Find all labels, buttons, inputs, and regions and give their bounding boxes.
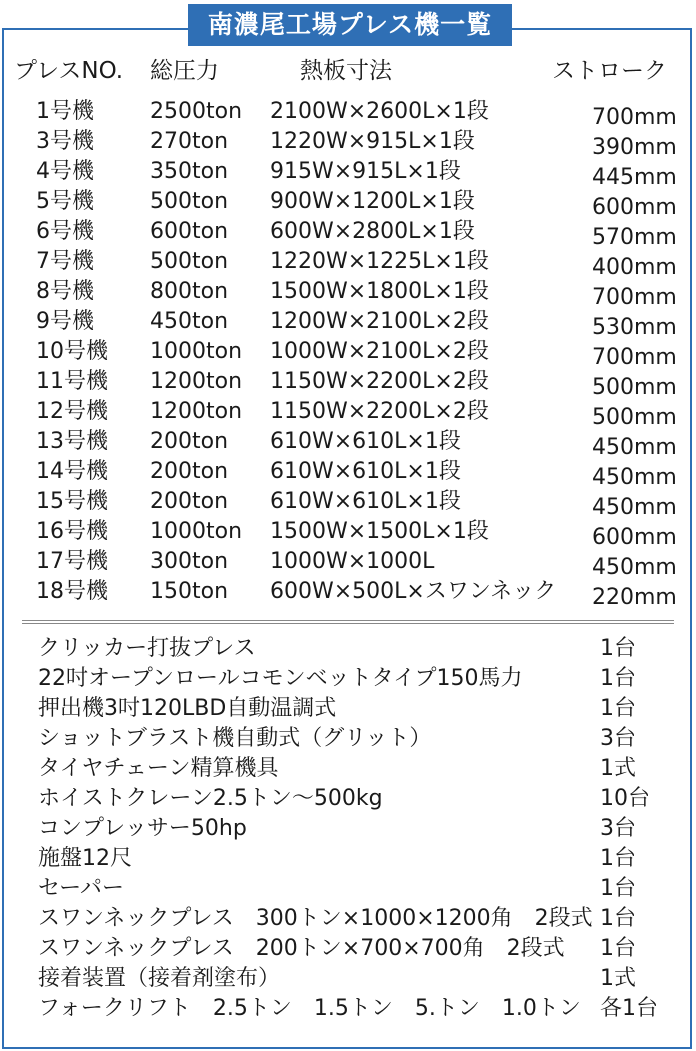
- press-pressure: 270ton: [150, 129, 229, 154]
- press-pressure: 800ton: [150, 279, 229, 304]
- press-number: 6号機: [36, 219, 94, 244]
- press-number: 17号機: [36, 549, 108, 574]
- press-platen-size: 600W×2800L×1段: [270, 219, 475, 244]
- press-number: 7号機: [36, 249, 94, 274]
- equipment-name: 押出機3吋120LBD自動温調式: [38, 696, 337, 721]
- press-stroke: 700mm: [592, 105, 677, 130]
- press-number: 5号機: [36, 189, 94, 214]
- press-stroke: 220mm: [592, 585, 677, 610]
- press-number: 9号機: [36, 309, 94, 334]
- press-number: 18号機: [36, 579, 108, 604]
- press-stroke: 700mm: [592, 285, 677, 310]
- equipment-name: 接着装置（接着剤塗布）: [38, 966, 281, 991]
- press-number: 1号機: [36, 99, 94, 124]
- list-item: [0, 634, 696, 664]
- press-pressure: 500ton: [150, 249, 229, 274]
- press-stroke: 445mm: [592, 165, 677, 190]
- equipment-quantity: 1台: [600, 696, 636, 721]
- equipment-quantity: 1台: [600, 936, 636, 961]
- equipment-name: スワンネックプレス 300トン×1000×1200角 2段式: [38, 906, 593, 931]
- header-stroke: ストローク: [552, 58, 667, 84]
- table-row: [0, 397, 696, 430]
- press-stroke: 500mm: [592, 405, 677, 430]
- press-stroke: 450mm: [592, 465, 677, 490]
- equipment-name: セーパー: [38, 876, 125, 901]
- equipment-quantity: 1台: [600, 846, 636, 871]
- press-number: 3号機: [36, 129, 94, 154]
- press-number: 15号機: [36, 489, 108, 514]
- table-row: [0, 367, 696, 400]
- press-platen-size: 1150W×2200L×2段: [270, 399, 489, 424]
- press-stroke: 450mm: [592, 495, 677, 520]
- equipment-name: コンプレッサー50hp: [38, 816, 247, 841]
- press-number: 13号機: [36, 429, 108, 454]
- header-total-pressure: 総圧力: [150, 58, 219, 84]
- equipment-quantity: 1台: [600, 876, 636, 901]
- press-platen-size: 1000W×1000L: [270, 549, 435, 574]
- press-platen-size: 2100W×2600L×1段: [270, 99, 489, 124]
- table-row: [0, 337, 696, 370]
- press-platen-size: 1220W×1225L×1段: [270, 249, 489, 274]
- table-row: [0, 457, 696, 490]
- press-pressure: 1200ton: [150, 369, 243, 394]
- press-pressure: 200ton: [150, 459, 229, 484]
- table-row: [0, 247, 696, 280]
- press-platen-size: 610W×610L×1段: [270, 429, 461, 454]
- page-title: 南濃尾工場プレス機一覧: [188, 4, 512, 46]
- table-row: [0, 277, 696, 310]
- press-number: 8号機: [36, 279, 94, 304]
- press-platen-size: 900W×1200L×1段: [270, 189, 475, 214]
- press-stroke: 500mm: [592, 375, 677, 400]
- equipment-quantity: 3台: [600, 816, 636, 841]
- press-stroke: 530mm: [592, 315, 677, 340]
- press-pressure: 200ton: [150, 429, 229, 454]
- press-number: 14号機: [36, 459, 108, 484]
- header-press-no: プレスNO.: [14, 58, 124, 84]
- equipment-name: タイヤチェーン精算機具: [38, 756, 279, 781]
- press-pressure: 600ton: [150, 219, 229, 244]
- list-item: [0, 784, 696, 814]
- press-pressure: 500ton: [150, 189, 229, 214]
- press-platen-size: 1500W×1500L×1段: [270, 519, 489, 544]
- table-row: [0, 217, 696, 250]
- press-platen-size: 1150W×2200L×2段: [270, 369, 489, 394]
- list-item: [0, 664, 696, 694]
- equipment-quantity: 1台: [600, 666, 636, 691]
- press-platen-size: 610W×610L×1段: [270, 459, 461, 484]
- equipment-name: ショットブラスト機自動式（グリット）: [38, 726, 432, 751]
- table-row: [0, 307, 696, 340]
- list-item: [0, 814, 696, 844]
- equipment-quantity: 1台: [600, 636, 636, 661]
- press-stroke: 450mm: [592, 435, 677, 460]
- press-number: 16号機: [36, 519, 108, 544]
- equipment-name: 施盤12尺: [38, 846, 132, 871]
- equipment-name: クリッカー打抜プレス: [38, 636, 256, 661]
- press-pressure: 1000ton: [150, 519, 243, 544]
- press-stroke: 600mm: [592, 195, 677, 220]
- list-item: [0, 964, 696, 994]
- list-item: [0, 844, 696, 874]
- press-platen-size: 1000W×2100L×2段: [270, 339, 489, 364]
- press-pressure: 1200ton: [150, 399, 243, 424]
- table-row: [0, 157, 696, 190]
- press-pressure: 350ton: [150, 159, 229, 184]
- equipment-quantity: 各1台: [600, 996, 658, 1021]
- press-pressure: 300ton: [150, 549, 229, 574]
- equipment-name: スワンネックプレス 200トン×700×700角 2段式: [38, 936, 565, 961]
- table-row: [0, 187, 696, 220]
- press-number: 11号機: [36, 369, 108, 394]
- table-row: [0, 127, 696, 160]
- press-platen-size: 610W×610L×1段: [270, 489, 461, 514]
- press-stroke: 700mm: [592, 345, 677, 370]
- press-platen-size: 1220W×915L×1段: [270, 129, 475, 154]
- equipment-quantity: 1式: [600, 966, 636, 991]
- equipment-name: 22吋オープンロールコモンベットタイプ150馬力: [38, 666, 523, 691]
- list-item: [0, 694, 696, 724]
- table-row: [0, 517, 696, 550]
- list-item: [0, 754, 696, 784]
- press-platen-size: 1500W×1800L×1段: [270, 279, 489, 304]
- press-stroke: 570mm: [592, 225, 677, 250]
- press-pressure: 150ton: [150, 579, 229, 604]
- press-number: 12号機: [36, 399, 108, 424]
- list-item: [0, 904, 696, 934]
- press-stroke: 450mm: [592, 555, 677, 580]
- equipment-quantity: 1台: [600, 906, 636, 931]
- press-pressure: 2500ton: [150, 99, 243, 124]
- list-item: [0, 934, 696, 964]
- table-row: [0, 577, 696, 610]
- press-pressure: 200ton: [150, 489, 229, 514]
- section-divider: [22, 620, 674, 624]
- equipment-quantity: 1式: [600, 756, 636, 781]
- equipment-name: ホイストクレーン2.5トン～500kg: [38, 786, 383, 811]
- press-stroke: 600mm: [592, 525, 677, 550]
- press-platen-size: 1200W×2100L×2段: [270, 309, 489, 334]
- press-stroke: 400mm: [592, 255, 677, 280]
- table-row: [0, 427, 696, 460]
- press-platen-size: 600W×500L×スワンネック: [270, 579, 557, 604]
- header-platen-size: 熱板寸法: [300, 58, 392, 84]
- table-row: [0, 487, 696, 520]
- press-pressure: 1000ton: [150, 339, 243, 364]
- equipment-quantity: 3台: [600, 726, 636, 751]
- list-item: [0, 724, 696, 754]
- press-number: 10号機: [36, 339, 108, 364]
- table-row: [0, 97, 696, 130]
- list-item: [0, 874, 696, 904]
- press-number: 4号機: [36, 159, 94, 184]
- equipment-name: フォークリフト 2.5トン 1.5トン 5.トン 1.0トン: [38, 996, 581, 1021]
- table-row: [0, 547, 696, 580]
- press-pressure: 450ton: [150, 309, 229, 334]
- equipment-quantity: 10台: [600, 786, 650, 811]
- press-platen-size: 915W×915L×1段: [270, 159, 461, 184]
- list-item: [0, 994, 696, 1024]
- press-stroke: 390mm: [592, 135, 677, 160]
